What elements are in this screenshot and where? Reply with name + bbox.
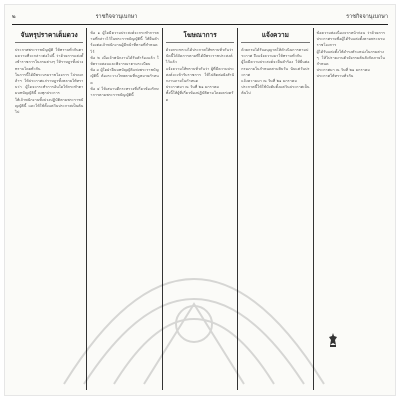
page-number: ๒ [12, 14, 16, 20]
left-running-title: ราชกิจจานุเบกษา [95, 14, 138, 20]
column-title: จันทรุปราคาเต็มดวง [20, 31, 78, 39]
royal-seal-icon [328, 332, 338, 346]
paragraph: ทั้งนี้ให้ผู้ที่เกี่ยวข้องปฏิบัติตามโดยเคร่งครัด [165, 91, 234, 102]
paragraph: ข้อ ๑ ผู้ใดมีความประสงค์จะกระทำการตามที่กล่าวไว้ในพระราชบัญญัตินี้ ให้ยื่นคำร้องต่อเจ้าพนักงานผู้มีหน้าที่ตามที่กำหนดไว้ [90, 31, 159, 54]
paragraph: ด้วยกรมได้รับอนุญาตให้ดำเนินการตามประกาศ จึงแจ้งความมาให้ทราบทั่วกัน [241, 48, 309, 59]
column-title: แจ้งความ [261, 31, 289, 39]
column-rule [166, 42, 234, 43]
paragraph: ข้อความต่อเนื่องจากหน้าก่อน ว่าด้วยการประกาศรายชื่อผู้ได้รับแต่งตั้งตามพระบรมราชโองการ [316, 31, 386, 48]
paragraph: ประกาศให้ทราบทั่วกัน [316, 74, 354, 79]
paragraph: ผู้ได้รับแต่งตั้งให้ดำรงตำแหน่งในกรมต่างๆ ให้ไปรายงานตัวยังกรมต้นสังกัดภายในกำหนด [316, 49, 386, 67]
paragraph: ข้อ ๓ ผู้ใดฝ่าฝืนบทบัญญัติแห่งพระราชบัญญัตินี้ ต้องระวางโทษตามที่กฎหมายกำหนด [90, 68, 159, 85]
paragraph: ผู้ใดมีความประสงค์จะยื่นคำร้อง ให้ยื่นต่อกรมภายในกำหนดสามสิบวัน นับแต่วันประกาศ [241, 60, 310, 77]
running-header [12, 10, 388, 25]
paragraph: ด้วยกระทรวงได้ประกาศให้ทราบทั่วกันว่า บัดนี้ได้จัดการตามที่ได้มีพระราชประสงค์ไว้แล้ว [165, 48, 234, 65]
paragraph: ประกาศพระราชบัญญัติ ให้ทราบทั่วกันตามความที่จะกล่าวต่อไปนี้ ว่าด้วยการแต่งตั้งข้าราชการในกรมต่างๆ ให้ราษฎรทั้งปวงทราบโดยทั่วกัน [15, 48, 84, 71]
paragraph: ข้อ ๒ เมื่อเจ้าพนักงานได้รับคำร้องแล้ว ให้ตรวจสอบและพิจารณาตามระเบียบ [90, 55, 159, 67]
column-4 [238, 28, 313, 390]
column-rule [241, 42, 309, 43]
right-running-title: ราชกิจจานุเบกษา [346, 14, 388, 20]
column-2 [87, 28, 162, 390]
column-5 [314, 28, 388, 390]
paragraph: ประกาศนี้ให้ใช้บังคับตั้งแต่วันประกาศเป็นต้นไป [241, 85, 310, 96]
paragraph: ให้เจ้าพนักงานทั้งปวงปฏิบัติตามพระราชบัญญัตินี้ และให้ใช้ตั้งแต่วันประกาศเป็นต้นไป [15, 97, 84, 115]
column-rule [15, 42, 83, 43]
paragraph: ในการนี้ได้มีพระบรมราชโองการ โปรดเกล้าฯ ให้ประกาศแก่ราษฎรทั้งหลายให้ทราบว่า ผู้ใดจะกระทำการอันใดให้กระทำตามบทบัญญัตินี้ จงทุกประการ [15, 72, 84, 96]
column-1 [12, 28, 87, 390]
paragraph: ข้อ ๔ ให้เสนาบดีกระทรวงที่เกี่ยวข้องรักษาการตามพระราชบัญญัตินี้ [90, 86, 159, 98]
paragraph: ประกาศมา ณ วันที่ ๒๑ มกราคม [165, 85, 220, 90]
paragraph: แจ้งความให้ทราบทั่วกันว่า ผู้ที่มีความประสงค์จะเข้ารับราชการ ให้ไปติดต่อยังสำนักงานภายในกำหนด [165, 66, 235, 84]
column-3 [163, 28, 238, 390]
column-title: โฆษณาการ [183, 31, 217, 39]
paragraph: แจ้งความมา ณ วันที่ ๒๑ มกราคม [241, 79, 298, 84]
paragraph: ประกาศมา ณ วันที่ ๒๑ มกราคม [316, 68, 370, 73]
newspaper-page [4, 4, 396, 396]
